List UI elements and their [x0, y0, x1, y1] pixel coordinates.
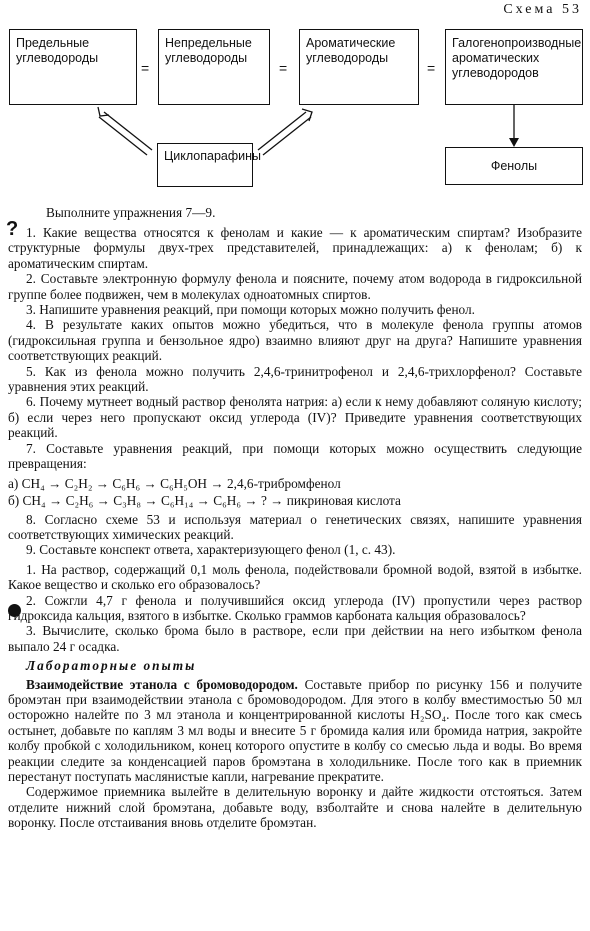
box-saturated-label: Предельные углеводороды [16, 36, 99, 65]
reaction-b: б) CH₄ → C₂H₆ → C₃H₈ → C₆H₁₄ → C₆H₆ → ? → пикриновая кислота [8, 492, 401, 508]
lab-section-title: Лабораторные опыты [26, 658, 197, 674]
scheme-label: Схема 53 [503, 2, 582, 17]
problem-1: 1. На раствор, содержащий 0,1 моль фенола, подействовали бромной водой, взятой в избытке. Какое вещество и сколько его образовалось? [8, 561, 582, 593]
exercise-5: 5. Как из фенола можно получить 2,4,6-тринитрофенол и 2,4,6-трихлорфенол? Составьте уравнения этих реакций. [8, 363, 582, 395]
lab-paragraph-1-text: Составьте прибор по рисунку 156 и получите бромэтан при взаимодействии этанола с бромоводородом. Для этого в колбу вместимостью 50 мл осторожно налейте по 3 мл этанола и концентрированной кислоты H₂SO₄. После того как смесь остынет, добавьте по каплям 3 мл воды и внесите 5 г бромида калия или бромида натрия, закройте колбу пробкой с холодильником, конец которого опустите в колбу со смесью льда и воды. Во время реакции следите за конденсацией паров бромэтана в холодильнике. После того как в приемник перестанут поступать маслянистые капли, нагревание прекратите. [8, 676, 583, 784]
relation-1: = [141, 60, 150, 76]
exercise-8: 8. Согласно схеме 53 и используя материал о генетических связях, напишите уравнения соответствующих химических реакций. [8, 511, 582, 542]
reaction-a: а) CH₄ → C₂H₂ → C₆H₆ → C₆H₅OH → 2,4,6-трибромфенол [8, 475, 341, 491]
exercise-9: 9. Составьте конспект ответа, характеризующего фенол (1, с. 43). [26, 542, 396, 558]
exercise-6: 6. Почему мутнеет водный раствор фенолята натрия: а) если к нему добавляют соляную кислоту; б) если через него пропускают оксид углерода (IV)? Приведите уравнения соответствующих реакций. [8, 394, 582, 441]
reaction-chains [8, 475, 582, 509]
exercise-1: 1. Какие вещества относятся к фенолам и какие — к ароматическим спиртам? Изобразите структурные формулы двух-трех представителей, принадлежащих: а) к фенолам; б) к ароматическим спиртам. [8, 225, 582, 271]
exercise-3: 3. Напишите уравнения реакций, при помощи которых можно получить фенол. [26, 302, 475, 318]
box-aromatic-label: Ароматические углеводороды [306, 36, 396, 65]
problem-3: 3. Вычислите, сколько брома было в растворе, если при действии на него избытком фенола выпало 24 г осадка. [8, 623, 582, 654]
intro-text: Выполните упражнения 7—9. [46, 205, 216, 220]
exercise-7: 7. Составьте уравнения реакций, при помощи которых можно осуществить следующие превращения: [8, 440, 582, 472]
lab-paragraph-2: Содержимое приемника вылейте в делительную воронку и дайте жидкости отстояться. Затем отделите нижний слой бромэтана, добавьте воду, взболтайте и снова налейте в делительную воронку. После отстаивания вновь отделите бромэтан. [8, 784, 582, 831]
box-halogen-label: Галогенопроизводные ароматических углеводородов [452, 36, 582, 80]
exercise-2: 2. Составьте электронную формулу фенола и поясните, почему атом водорода в гидроксильной группе более подвижен, чем в молекулах одноатомных спиртов. [8, 271, 582, 302]
exercise-4: 4. В результате каких опытов можно убедиться, что в молекуле фенола группы атомов (гидроксильная группа и бензольное ядро) взаимно влияют друг на друга? Напишите уравнения соответствующих реакций. [8, 317, 582, 364]
main-text [8, 225, 582, 831]
box-cyclo-label: Циклопарафины [164, 149, 262, 163]
relation-2: = [279, 60, 288, 76]
box-phenols-label: Фенолы [490, 159, 538, 173]
experiment-title: Взаимодействие этанола с бромоводородом. [26, 676, 298, 692]
scheme-arrows [0, 0, 590, 200]
box-unsaturated-label: Непредельные углеводороды [165, 36, 252, 65]
question-mark-icon: ? [6, 218, 19, 240]
relation-3: = [427, 60, 436, 76]
problem-2: 2. Сожгли 4,7 г фенола и получившийся оксид углерода (IV) пропустили через раствор гидроксида кальция, взятого в избытке. Сколько граммов карбоната кальция образовалось? [8, 592, 582, 623]
lab-paragraph-1 [8, 677, 582, 785]
